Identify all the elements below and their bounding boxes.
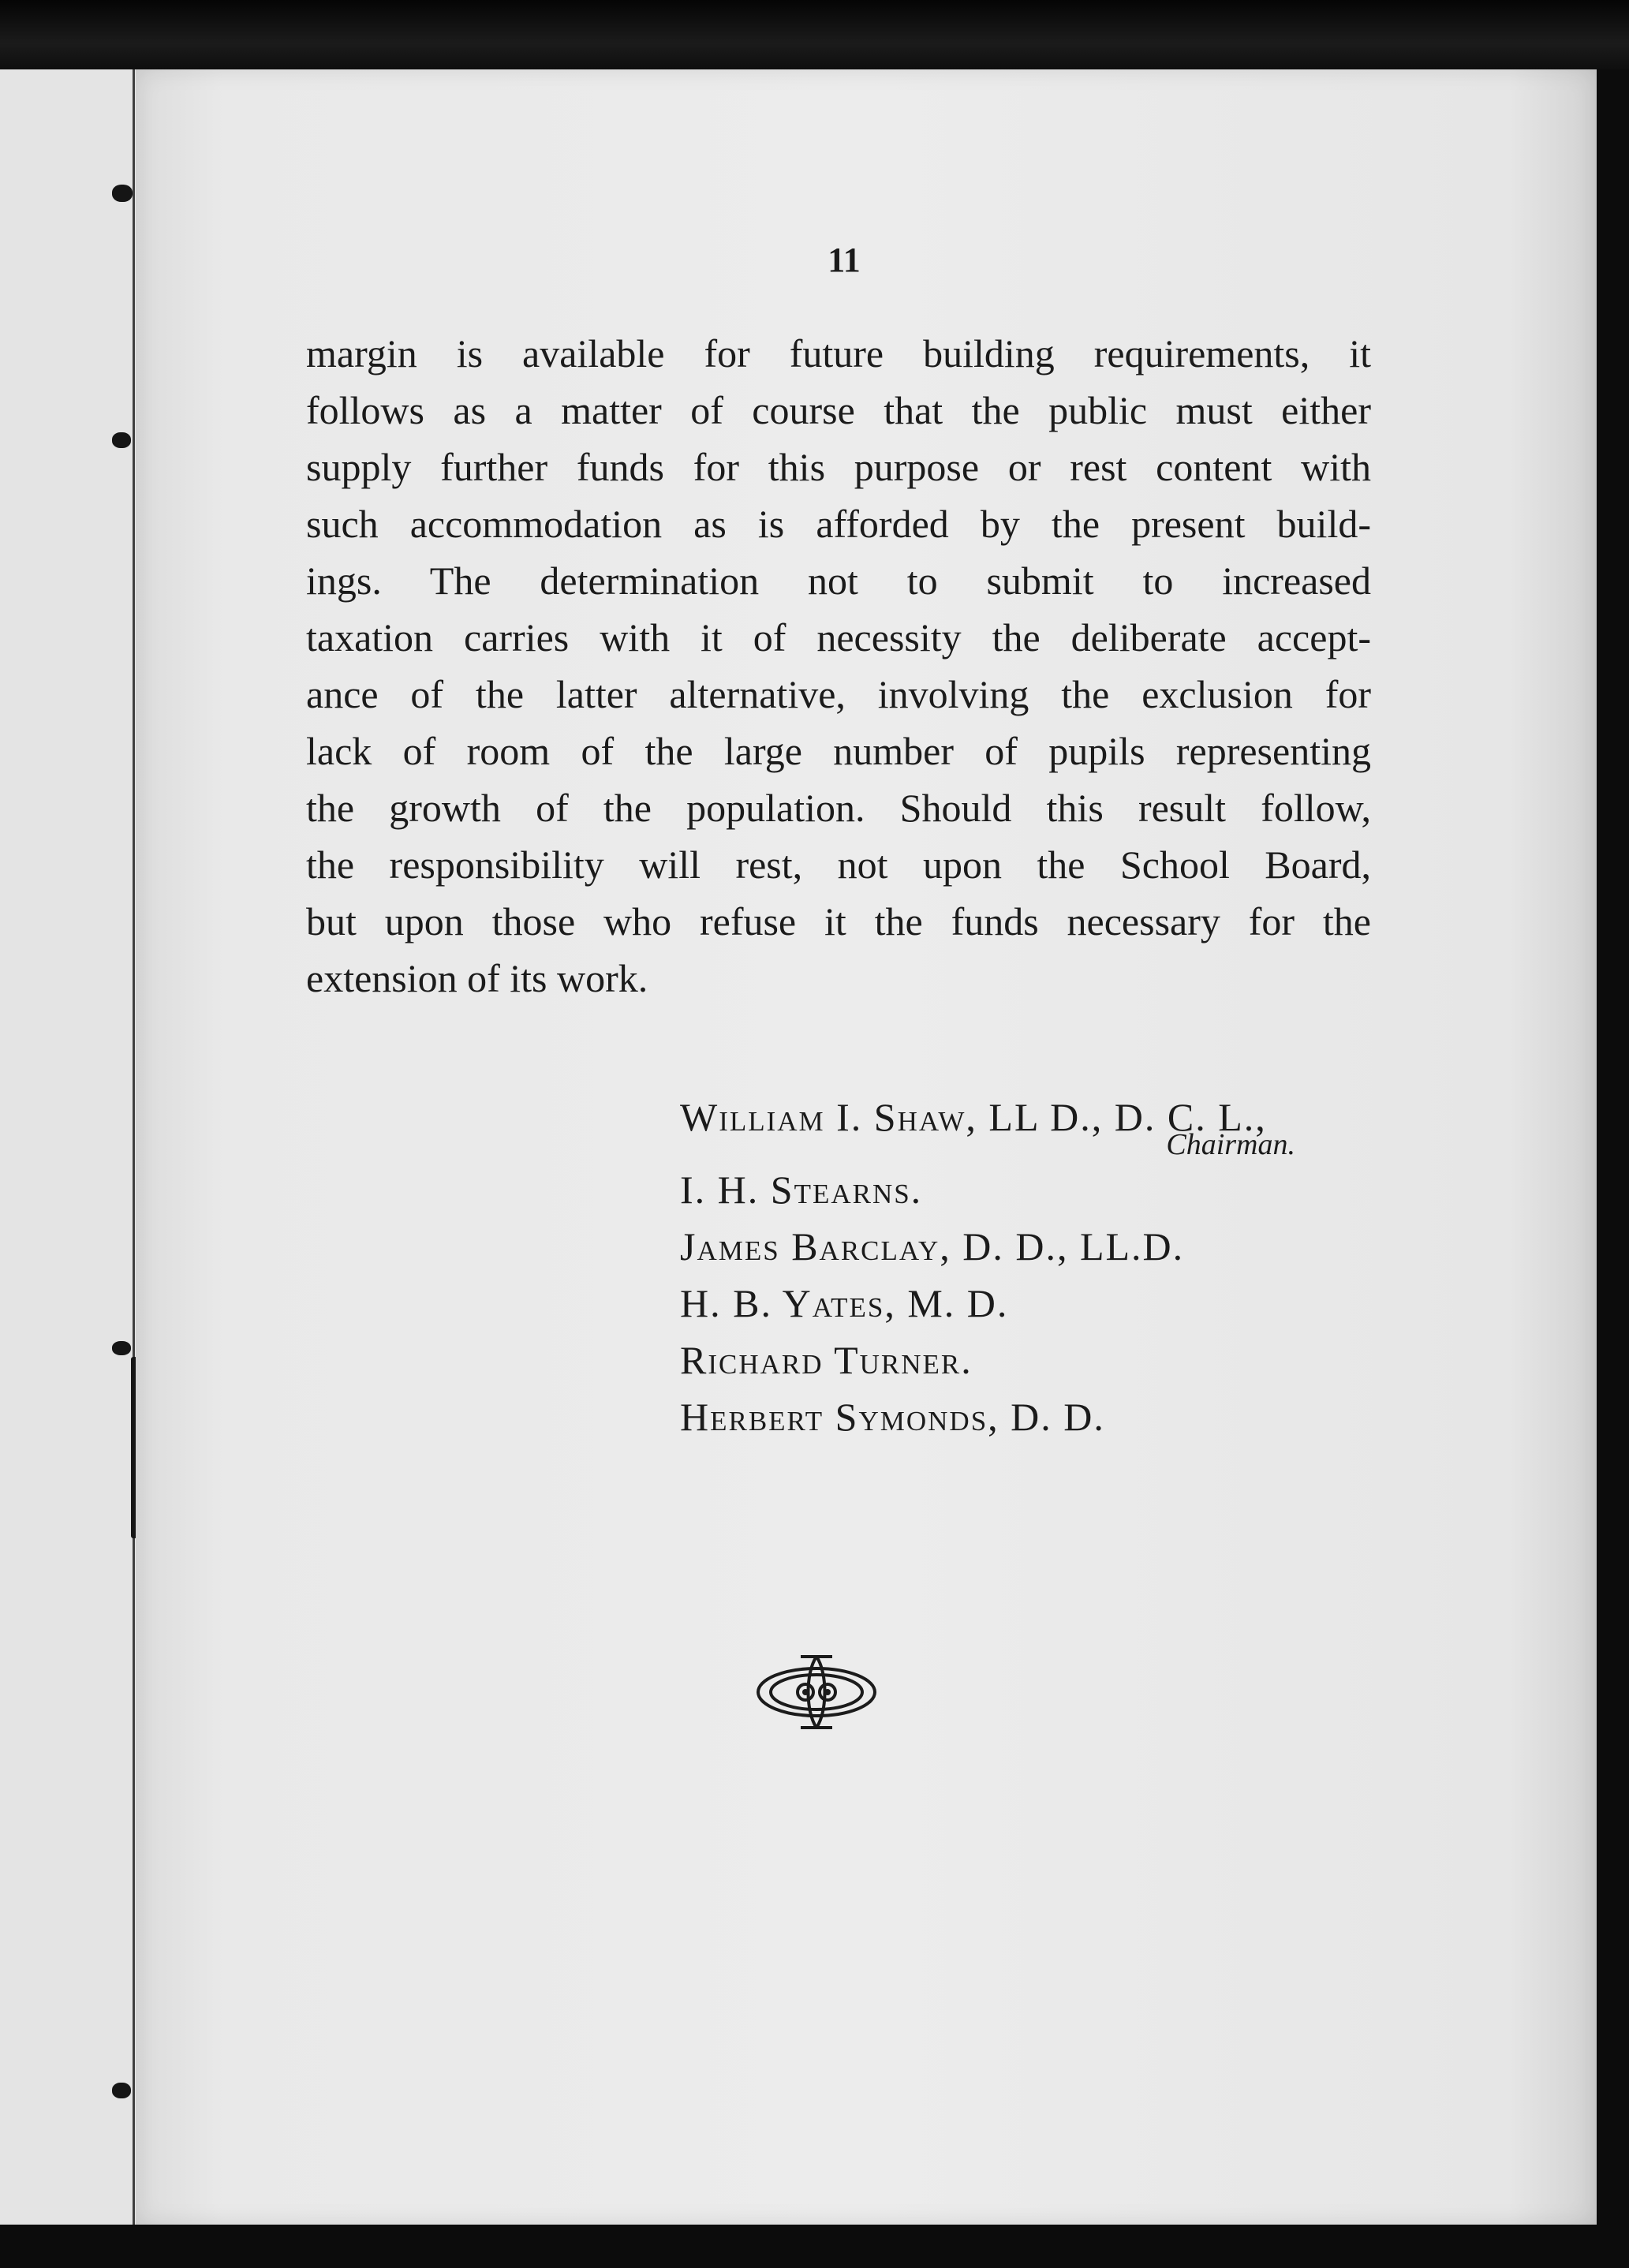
signatory-name: I. H. Stearns. <box>680 1168 923 1212</box>
body-line: but upon those who refuse it the funds necessary for the <box>306 899 1371 943</box>
body-line: follows as a matter of course that the public must either <box>306 388 1371 432</box>
body-line: ance of the latter alternative, involving the exclusion for <box>306 672 1371 716</box>
binding-hole-mark <box>112 432 131 448</box>
binding-line <box>133 69 135 2225</box>
scan-top-shadow <box>0 0 1629 79</box>
body-line: taxation carries with it of necessity the deliberate accept- <box>306 615 1371 659</box>
signatory-name: James Barclay, D. D., LL.D. <box>680 1224 1185 1269</box>
signature-block <box>680 1089 1374 1445</box>
body-line: such accommodation as is afforded by the present build- <box>306 502 1371 546</box>
printers-ornament-icon <box>753 1649 880 1736</box>
page-number: 11 <box>828 241 861 279</box>
signatory-name: H. B. Yates, M. D. <box>680 1281 1009 1325</box>
body-line: the responsibility will rest, not upon the School Board, <box>306 843 1371 887</box>
signatory-title: Chairman. <box>1166 1128 1295 1161</box>
binding-strip <box>0 69 138 2225</box>
signatory-name: Herbert Symonds, D. D. <box>680 1395 1105 1439</box>
body-line: the growth of the population. Should this result follow, <box>306 786 1371 830</box>
body-line: ings. The determination not to submit to increased <box>306 559 1371 603</box>
body-line: margin is available for future building requirements, it <box>306 331 1371 376</box>
binding-hole-mark <box>112 1341 131 1355</box>
binding-hole-mark <box>112 185 133 202</box>
body-line: lack of room of the large number of pupils representing <box>306 729 1371 773</box>
body-line: supply further funds for this purpose or rest content with <box>306 445 1371 489</box>
signatory-name: Richard Turner. <box>680 1338 973 1382</box>
body-line: extension of its work. <box>306 956 648 1000</box>
body-paragraph <box>306 325 1371 1007</box>
scan-right-edge <box>1597 69 1629 2268</box>
scan-bottom-edge <box>0 2225 1629 2268</box>
signatory-name: William I. Shaw, LL D., D. C. L., <box>680 1095 1267 1139</box>
binding-hole-mark <box>112 2083 131 2098</box>
